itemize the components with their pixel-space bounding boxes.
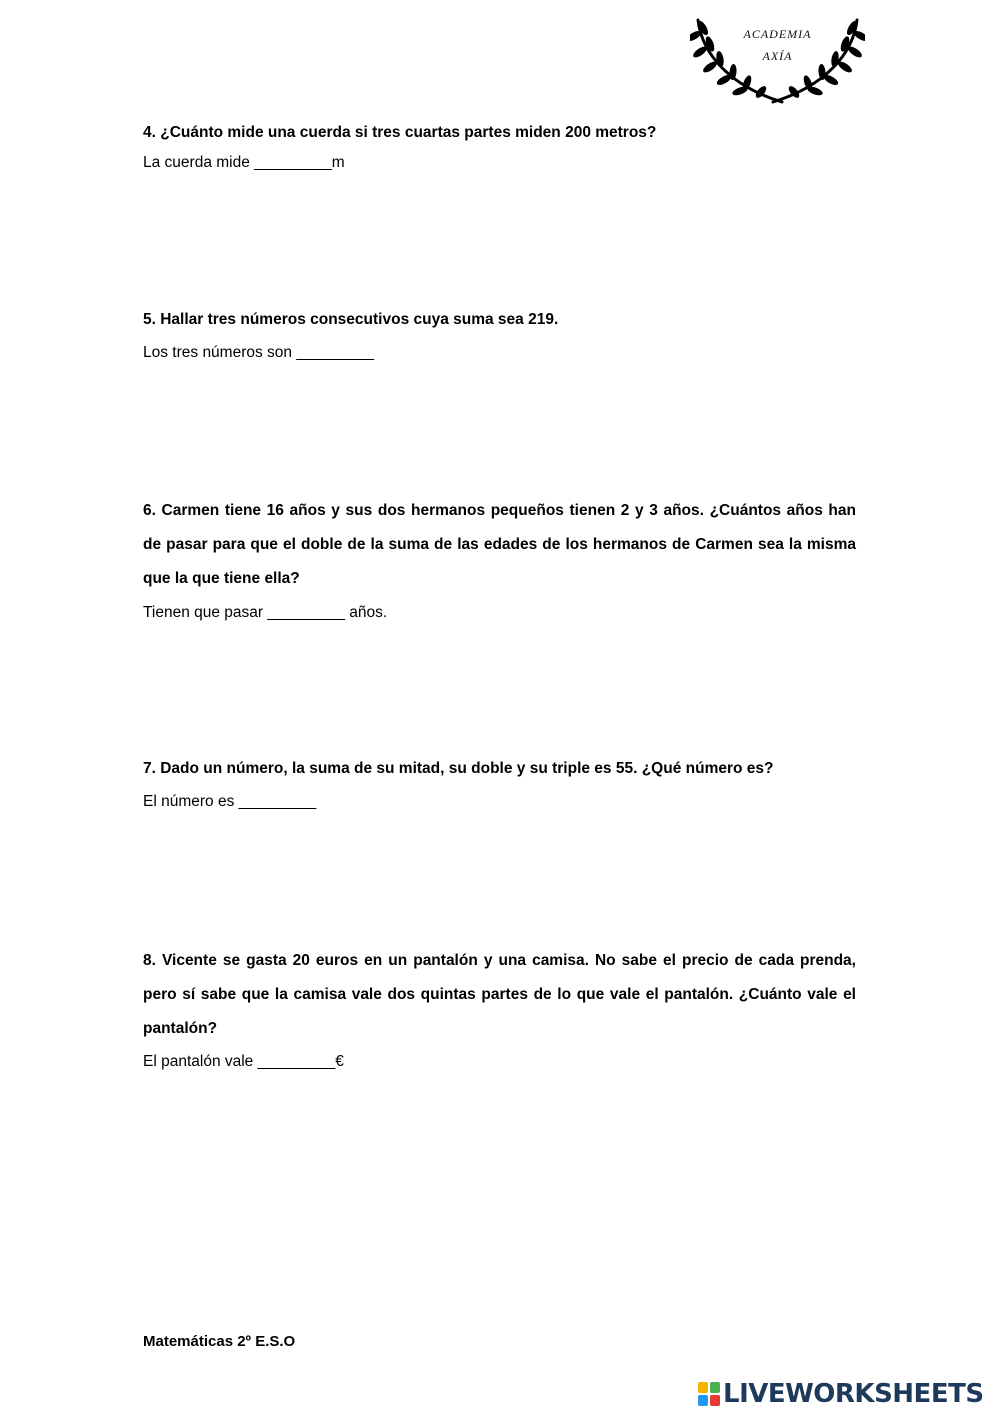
answer-7: El número es _________ bbox=[143, 793, 317, 810]
logo-line-1: ACADEMIA bbox=[743, 27, 812, 41]
answer-5: Los tres números son _________ bbox=[143, 344, 374, 361]
logo-tile-4 bbox=[710, 1395, 720, 1406]
question-7: 7. Dado un número, la suma de su mitad, su doble y su triple es 55. ¿Qué número es? bbox=[143, 760, 774, 777]
logo-tile-2 bbox=[710, 1382, 720, 1393]
liveworksheets-wordmark: LIVEWORKSHEETS bbox=[723, 1379, 984, 1409]
logo-line-2: AXÍA bbox=[762, 49, 793, 63]
question-5: 5. Hallar tres números consecutivos cuya suma sea 219. bbox=[143, 311, 559, 328]
liveworksheets-logo-icon bbox=[698, 1382, 720, 1406]
answer-4: La cuerda mide _________m bbox=[143, 154, 345, 171]
logo-tile-1 bbox=[698, 1382, 708, 1393]
question-4: 4. ¿Cuánto mide una cuerda si tres cuartas partes miden 200 metros? bbox=[143, 124, 657, 141]
question-8: 8. Vicente se gasta 20 euros en un pantalón y una camisa. No sabe el precio de cada prenda, pero sí sabe que la camisa vale dos quintas partes de lo que vale el pantalón. ¿Cuánto vale el pantalón? bbox=[143, 952, 856, 1037]
logo-tile-3 bbox=[698, 1395, 708, 1406]
answer-6: Tienen que pasar _________ años. bbox=[143, 604, 388, 621]
question-6: 6. Carmen tiene 16 años y sus dos hermanos pequeños tienen 2 y 3 años. ¿Cuántos años han de pasar para que el doble de la suma de las edades de los hermanos de Carmen sea la misma que la que tiene ella? bbox=[143, 502, 856, 587]
footer-subject: Matemáticas 2º E.S.O bbox=[143, 1333, 296, 1350]
academia-axia-logo bbox=[690, 14, 865, 106]
liveworksheets-brand[interactable] bbox=[698, 1377, 984, 1411]
answer-8: El pantalón vale _________€ bbox=[143, 1053, 344, 1070]
